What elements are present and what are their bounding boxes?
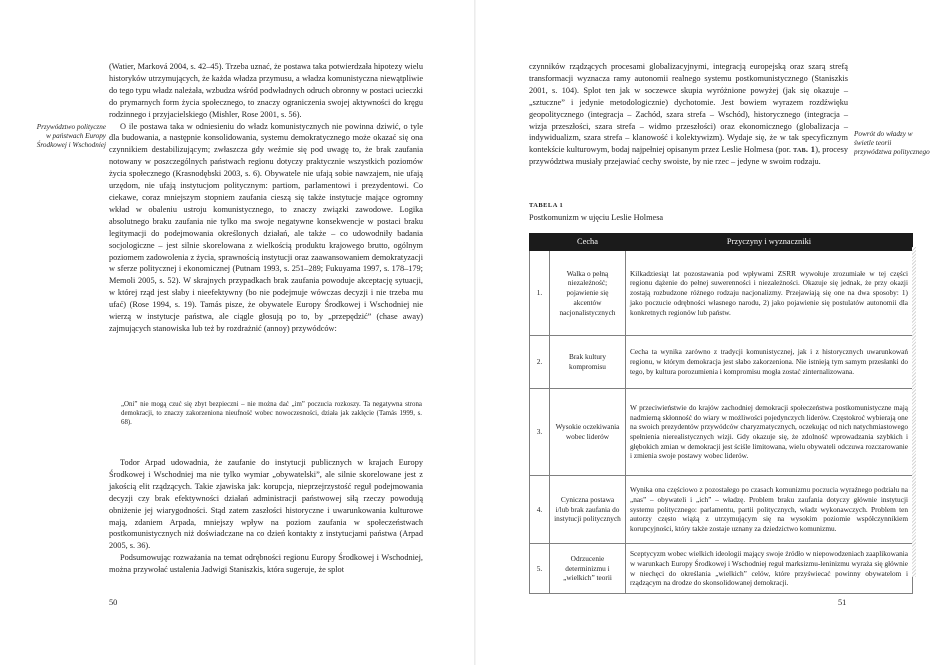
table-row xyxy=(530,336,913,389)
table-shadow-strip xyxy=(912,247,916,577)
left-body-text-continued xyxy=(109,457,423,576)
row-number: 2. xyxy=(530,336,550,389)
table-label: TABELA 1 xyxy=(529,202,564,209)
table-row xyxy=(530,251,913,336)
table-row xyxy=(530,389,913,476)
left-margin-note: Przywództwo polityczne w państwach Europy Środkowej i Wschodniej xyxy=(36,123,106,150)
table-row xyxy=(530,476,913,544)
left-paragraph-4: Podsumowując rozważania na temat odrębności regionu Europy Środkowej i Wschodniej, można przywołać ustalenia Jadwigi Staniszkis, która sugeruje, że splot xyxy=(109,553,423,575)
page-number-left: 50 xyxy=(109,598,118,607)
row-number: 5. xyxy=(530,544,550,594)
row-feature: Odrzucenie determinizmu i „wielkich” teorii xyxy=(550,544,626,594)
row-description: W przeciwieństwie do krajów zachodniej demokracji społeczeństwa postkomunistyczne mają nadmierną skłonność do wiary w możliwości pojedynczych liderów. Częstokroć wybierają one na swoich prezydentów przywódców charyzmatycznych, oczekując od nich natychmiastowego spełnienia nierealistycznych wizji. Gdy okazuje się, że zdolność wprowadzania szybkich i głębokich zmian w demokracji jest ściśle limitowana, wielu obywateli odczuwa rozczarowanie i zmienia swoje postawy wobec liderów. xyxy=(626,389,913,476)
row-description: Sceptycyzm wobec wielkich ideologii mający swoje źródło w niepowodzeniach zaaplikowania w warunkach Europy Środkowej i Wschodniej reguł marksizmu-leninizmu wyraża się głównie w niechęci do określania „wielkich” celów, które przyświecać powinny obywatelom i rządzącym na drodze do skonsolidowanej demokracji. xyxy=(626,544,913,594)
right-paragraph-1-end: ), procesy przywództwa musiały przejawiać cechy swoiste, by nie rzec – jedyne w swoim rodzaju. xyxy=(529,145,848,167)
right-body-text xyxy=(529,61,848,168)
row-feature: Walka o pełną niezależność; pojawienie się akcentów nacjonalistycznych xyxy=(550,251,626,336)
left-body-text xyxy=(109,61,423,335)
right-paragraph-1-text: czynników rządzących procesami globalizacyjnymi, integracją europejską oraz szarą strefą transformacji wyznacza ramy autonomii realnego systemu postkomunistycznego (Staniszkis 2001, s. 104). Splot ten jak w soczewce skupia wyróżnione powyżej (jak się okazuje – „sztuczne” i jedynie metodologicznie) dychotomie. Jest bowiem wyrazem rozdźwięku geopolitycznego (integracja – Zachód, szara strefa – Wschód), historycznego (integracja – wizja przeszłości, szara strefa – widmo przeszłości) oraz ekonomicznego (globalizacja – indywidualizm, szara strefa – klanowość i kolektywizm). Wydaje się, że w tak specyficznym kontekście kulturowym, bodaj najpełniej opisanym przez Leslie Holmesa (por. xyxy=(529,62,848,155)
left-paragraph-2: O ile postawa taka w odniesieniu do władz komunistycznych nie powinna dziwić, o tyle dla budowania, a następnie konsolidowania, systemu demokratycznego może okazać się ona czynnikiem destabilizującym; zwłaszcza gdy weźmie się pod uwagę to, że brak zaufania notowany w poszczególnych państwach regionu dotyczy praktycznie wszystkich poziomów życia społecznego (Krasnodębski 2003, s. 6). Obywatele nie ufają sobie nawzajem, nie ufają urzędom, nie ufają instytucjom politycznym: partiom, parlamentowi i prezydentowi. Co ciekawe, coraz mniejszym stopniem zaufania cieszą się także instytucje mające ogromny wkład w obaleniu ustroju komunistycznego, to znaczy związki zawodowe. Logika absolutnego braku zaufania nie tylko ma swoje negatywne konsekwencje w postaci braku legitymacji do podejmowania określonych działań, ale także – co udowodniły badania socjologiczne – jest silnie skorelowana z wielkością produktu krajowego brutto, ogólnym poziomem zadowolenia z życia, sprawnością instytucji oraz zaawansowaniem demokratyzacji w sferze politycznej i ekonomicznej (Putnam 1993, s. 251–289; Fukuyama 1997, s. 178–179; Memoli 2005, s. 52). W skrajnych przypadkach brak zaufania powoduje akceptację sytuacji, w której rząd jest słaby i nieefektywny (bo nie podejmuje wówczas decyzji i nie trzeba mu ufać) (Rose 1994, s. 19). Tamás pisze, że obywatele Europy Środkowej i Wschodniej nie wierzą w instytucje państwa, ale ciągle głosują po to, by „przepędzić” (chase away) zajmujących stanowiska lub też by rozdrażnić (annoy) przywódców: xyxy=(109,121,423,333)
row-number: 4. xyxy=(530,476,550,544)
right-paragraph-1 xyxy=(529,61,848,168)
row-number: 1. xyxy=(530,251,550,336)
row-feature: Cyniczna postawa i/lub brak zaufania do instytucji politycznych xyxy=(550,476,626,544)
block-quote-text: „Oni” nie mogą czuć się zbyt bezpieczni – nie można dać „im” poczucia rozkoszy. Ta negatywna strona demokracji, to znaczy zakorzeniona nieufność wobec nowoczesności, działa jak zaklęcie (Tamás 1999, s. 68). xyxy=(121,401,422,427)
row-description: Kilkadziesiąt lat pozostawania pod wpływami ZSRR wywołuje zrozumiałe w tej części regionu dążenie do pełnej suwerenności i niezależności. Okazuje się jednak, że przy okazji zostają rozbudzone różnego rodzaju nacjonalizmy. Przejawiają się one na dwa sposoby: 1) jako poczucie odrębności własnego narodu, 2) jako pojawienie się postulatów autonomii dla konkretnych regionów lub państw. xyxy=(626,251,913,336)
right-margin-note: Powrót do władzy w świetle teorii przywództwa politycznego xyxy=(854,130,930,157)
block-quote xyxy=(121,400,422,428)
row-description: Wynika ona częściowo z pozostałego po czasach komunizmu poczucia wyraźnego podziału na „nas” – obywateli i „ich” – władzę. Problem braku zaufania dotyczy głównie instytucji systemu politycznego: parlamentu, partii politycznych, władz wykonawczych. Problem ten autorzy często wiążą z utrzymującym się na wysokim poziomie współczynnikiem korupcyjności, który także zostaje uznany za dziedzictwo komunizmu. xyxy=(626,476,913,544)
header-causes: Przyczyny i wyznaczniki xyxy=(626,234,913,251)
right-page xyxy=(476,0,950,665)
row-number: 3. xyxy=(530,389,550,476)
header-feature: Cecha xyxy=(550,234,626,251)
header-number-cell xyxy=(530,234,550,251)
table-caption: Postkomunizm w ujęciu Leslie Holmesa xyxy=(529,213,664,222)
left-page xyxy=(0,0,474,665)
table-reference: tab. 1 xyxy=(793,145,816,155)
row-feature: Brak kultury kompromisu xyxy=(550,336,626,389)
table-header-row xyxy=(530,234,913,251)
page-number-right: 51 xyxy=(838,598,847,607)
left-paragraph-3: Todor Arpad udowadnia, że zaufanie do instytucji publicznych w krajach Europy Środkowej i Wschodniej ma nie tylko wymiar „obywatelski”, ale silnie skorelowane jest z jakością elit rządzących. Takie zjawiska jak: korupcja, nieprzejrzystość reguł podejmowania decyzji czy brak efektywności działań administracji państwowej siłą rzeczy powodują obniżenie jej wiarygodności. Stąd zatem zaszłości historyczne i uwarunkowania kulturowe mają, zdaniem Arpada, mniejszy wpływ na poziom zaufania w społeczeństwach postkomunistycznych niż doświadczane na co dzień kontakty z instytucjami państwa (Arpad 2005, s. 36). xyxy=(109,458,423,551)
left-paragraph-1: (Watier, Marková 2004, s. 42–45). Trzeba uznać, że postawa taka potwierdzała hipotezy wielu historyków utrzymujących, że każda władza przymusu, a władza komunistyczna niewątpliwie do tego typu władz należała, wzbudza wśród podwładnych odruch obronny w postaci ucieczki do prymarnych form życia społecznego, to znaczy ograniczenia swojej aktywności do kręgu rodzinnego i przyjacielskiego (Mishler, Rose 2001, s. 56). xyxy=(109,62,423,119)
table-row xyxy=(530,544,913,594)
row-description: Cecha ta wynika zarówno z tradycji komunistycznej, jak i z historycznych uwarunkowań regionu, w którym demokracja jest słabo zakorzeniona. Nie istnieją tym samym przesłanki do tego, by kultura porozumienia i kompromisu mogła zostać zinternalizowana. xyxy=(626,336,913,389)
row-feature: Wysokie oczekiwania wobec liderów xyxy=(550,389,626,476)
postcommunism-table xyxy=(529,233,913,594)
